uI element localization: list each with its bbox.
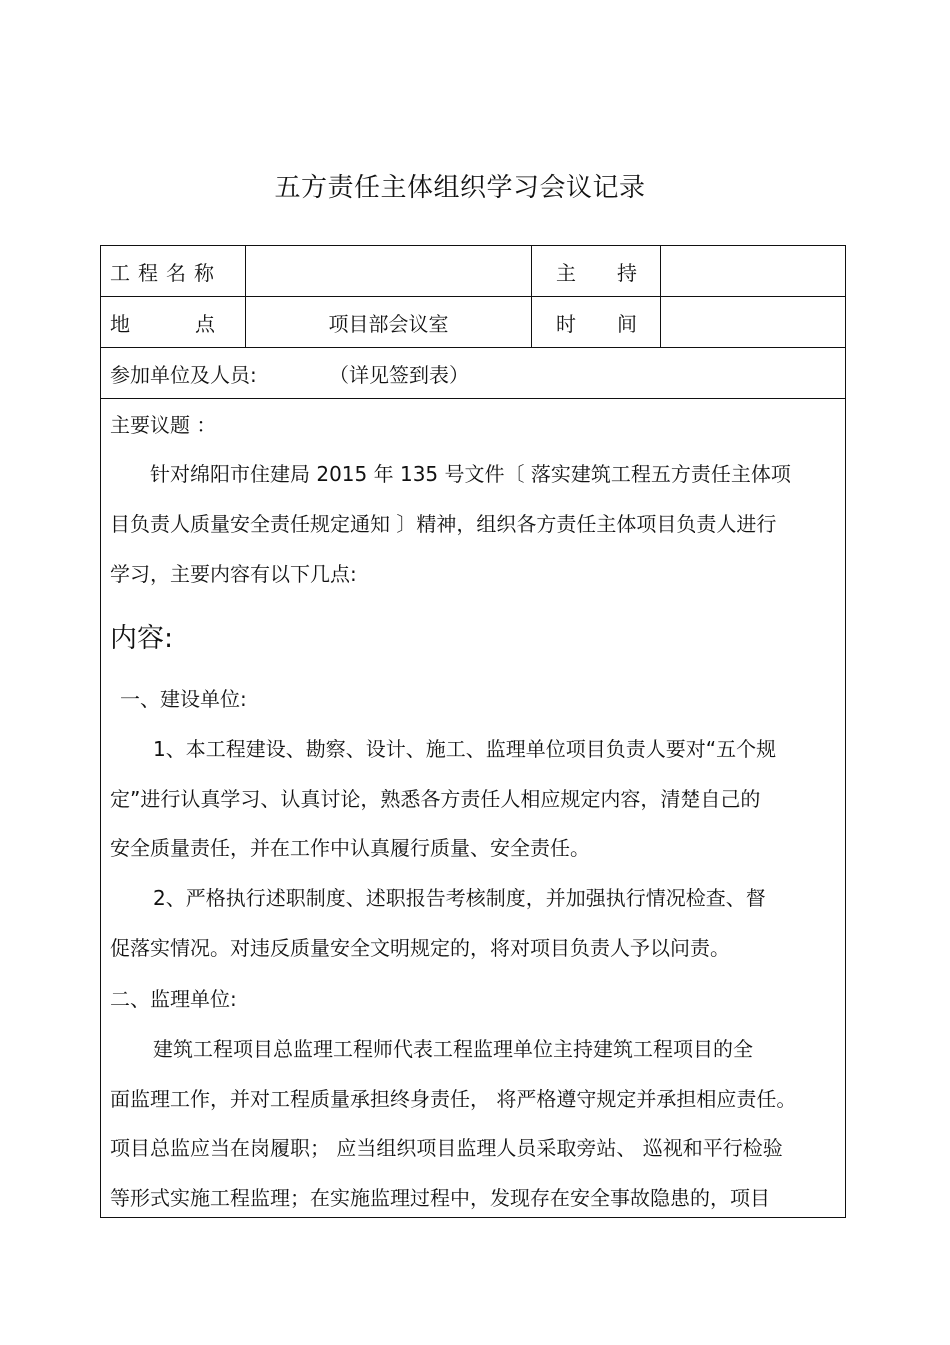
section-2-line-3: 项目总监应当在岗履职； 应当组织项目监理人员采取旁站、 巡视和平行检验	[110, 1136, 783, 1160]
host-label-char2: 持	[617, 260, 637, 285]
section-1-heading: 一、建设单位:	[120, 687, 247, 711]
section-2-line-4: 等形式实施工程监理；在实施监理过程中，发现存在安全事故隐患的，项目	[110, 1186, 770, 1210]
section-2-line-1: 建筑工程项目总监理工程师代表工程监理单位主持建筑工程项目的全	[153, 1037, 753, 1061]
section-1-item-1-line-2: 定”进行认真学习、认真讨论，熟悉各方责任人相应规定内容，清楚自己的	[110, 787, 761, 811]
time-label-char2: 间	[617, 311, 637, 336]
section-1-item-2-line-1: 2、严格执行述职制度、述职报告考核制度，并加强执行情况检查、督	[153, 886, 766, 910]
host-value	[667, 246, 837, 296]
row-project-name	[101, 246, 845, 297]
page-title: 五方责任主体组织学习会议记录	[274, 173, 646, 203]
host-label-char1: 主	[556, 260, 576, 285]
project-name-value	[251, 246, 526, 296]
meeting-record-table	[100, 245, 846, 1218]
section-1-item-1-line-3: 安全质量责任，并在工作中认真履行质量、安全责任。	[110, 836, 590, 860]
attendees-label: 参加单位及人员:	[110, 362, 257, 387]
section-2-line-2: 面监理工作，并对工程质量承担终身责任， 将严格遵守规定并承担相应责任。	[110, 1087, 797, 1111]
time-value	[667, 297, 837, 347]
section-2-heading: 二、监理单位:	[110, 987, 237, 1011]
intro-line-1: 针对绵阳市住建局 2015 年 135 号文件〔 落实建筑工程五方责任主体项	[150, 462, 791, 486]
attendees-value: （详见签到表）	[329, 362, 469, 387]
location-value: 项目部会议室	[328, 311, 449, 336]
project-name-label: 工程名称	[110, 260, 222, 285]
section-1-item-2-line-2: 促落实情况。对违反质量安全文明规定的，将对项目负责人予以问责。	[110, 936, 730, 960]
location-label-char2: 点	[195, 311, 215, 336]
intro-line-2: 目负责人质量安全责任规定通知 〕精神，组织各方责任主体项目负责人进行	[110, 512, 777, 536]
topic-heading: 主要议题 ：	[110, 413, 217, 437]
row-location	[101, 297, 845, 348]
time-label-char1: 时	[556, 311, 576, 336]
intro-line-3: 学习，主要内容有以下几点:	[110, 562, 357, 586]
row-attendees	[101, 348, 845, 399]
content-heading: 内容:	[110, 623, 174, 654]
location-label-char1: 地	[110, 311, 130, 336]
section-1-item-1-line-1: 1、本工程建设、勘察、设计、施工、监理单位项目负责人要对“五个规	[153, 737, 777, 761]
